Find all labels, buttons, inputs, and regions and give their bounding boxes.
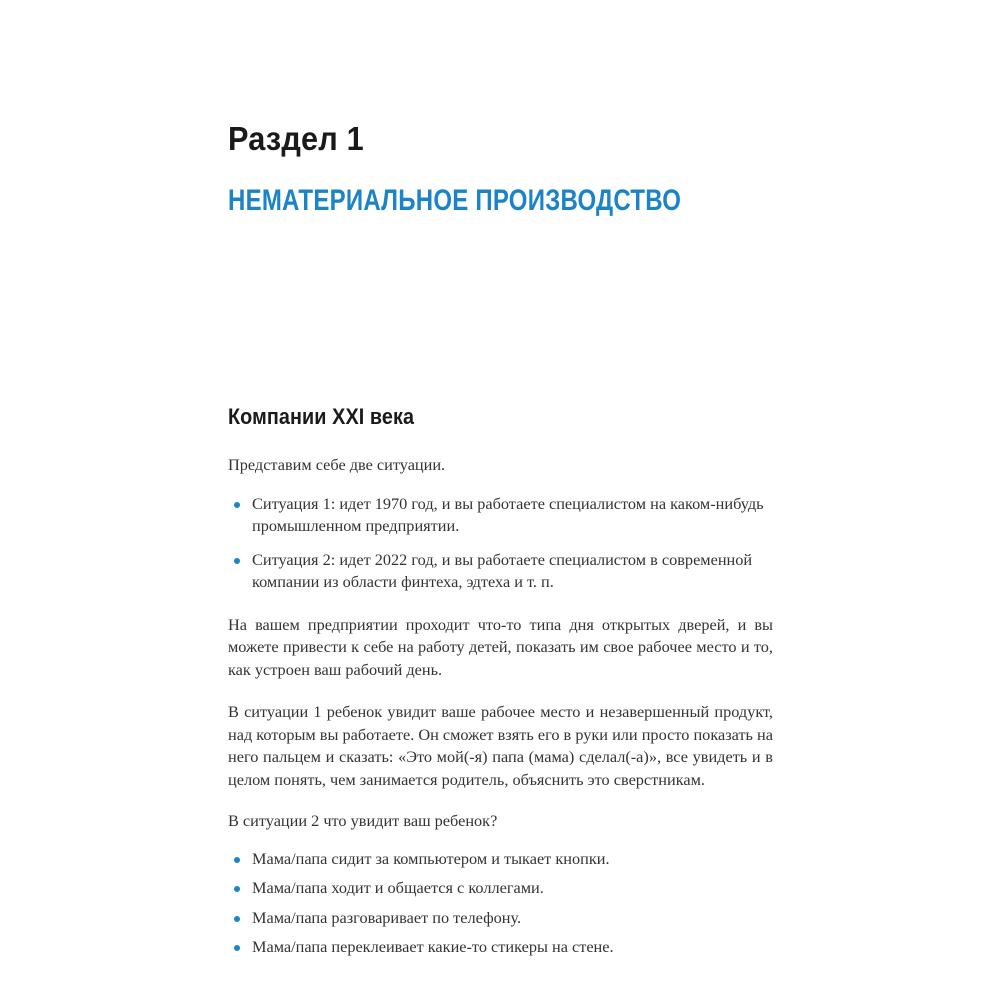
- list-item: [228, 936, 773, 959]
- bullet-dot-icon: [234, 502, 240, 508]
- list-item: [228, 848, 773, 871]
- list-item-label: Мама/папа ходит и общается с коллегами.: [252, 878, 544, 897]
- text-column: [228, 0, 773, 959]
- bullet-dot-icon: [234, 916, 240, 922]
- list-item-label: Мама/папа сидит за компьютером и тыкает кнопки.: [252, 848, 610, 868]
- list-item: [228, 493, 773, 538]
- situation-two-question: В ситуации 2 что увидит ваш ребенок?: [228, 811, 498, 830]
- chapter-title: НЕМАТЕРИАЛЬНОЕ ПРОИЗВОДСТВО: [228, 184, 682, 217]
- chapter-number-label: Раздел 1: [228, 120, 364, 157]
- bullet-dot-icon: [234, 558, 240, 564]
- list-item: [228, 549, 773, 594]
- bullet-dot-icon: [234, 857, 240, 863]
- section-heading: Компании XXI века: [228, 404, 415, 429]
- list-item-label: Ситуация 1: идет 1970 год, и вы работаете специалистом на каком-нибудь промышленном предприятии.: [252, 493, 764, 535]
- list-item: [228, 907, 773, 930]
- list-item-label: Мама/папа разговаривает по телефону.: [252, 907, 522, 927]
- list-item: [228, 877, 773, 900]
- bullet-dot-icon: [234, 945, 240, 951]
- list-item-label: Мама/папа переклеивает какие-то стикеры на стене.: [252, 937, 614, 956]
- intro-paragraph: Представим себе две ситуации.: [228, 455, 446, 474]
- bullet-dot-icon: [234, 886, 240, 892]
- observations-list: [228, 848, 773, 959]
- list-item-label: Ситуация 2: идет 2022 год, и вы работаете специалистом в современной компании из области финтеха, эдтеха и т. п.: [252, 549, 753, 591]
- situation-one-paragraph: В ситуации 1 ребенок увидит ваше рабочее место и незавершенный продукт, над которым вы работаете. Он сможет взять его в руки или просто показать на него пальцем и сказать: «Это мой(-я) папа (мама) сделал(-а)», все увидеть и в целом понять, чем занимается родитель, объяснить это сверстникам.: [228, 702, 773, 789]
- open-day-paragraph: На вашем предприятии проходит что-то типа дня открытых дверей, и вы можете привести к себе на работу детей, показать им свое рабочее место и то, как устроен ваш рабочий день.: [228, 614, 773, 679]
- situations-list: [228, 493, 773, 594]
